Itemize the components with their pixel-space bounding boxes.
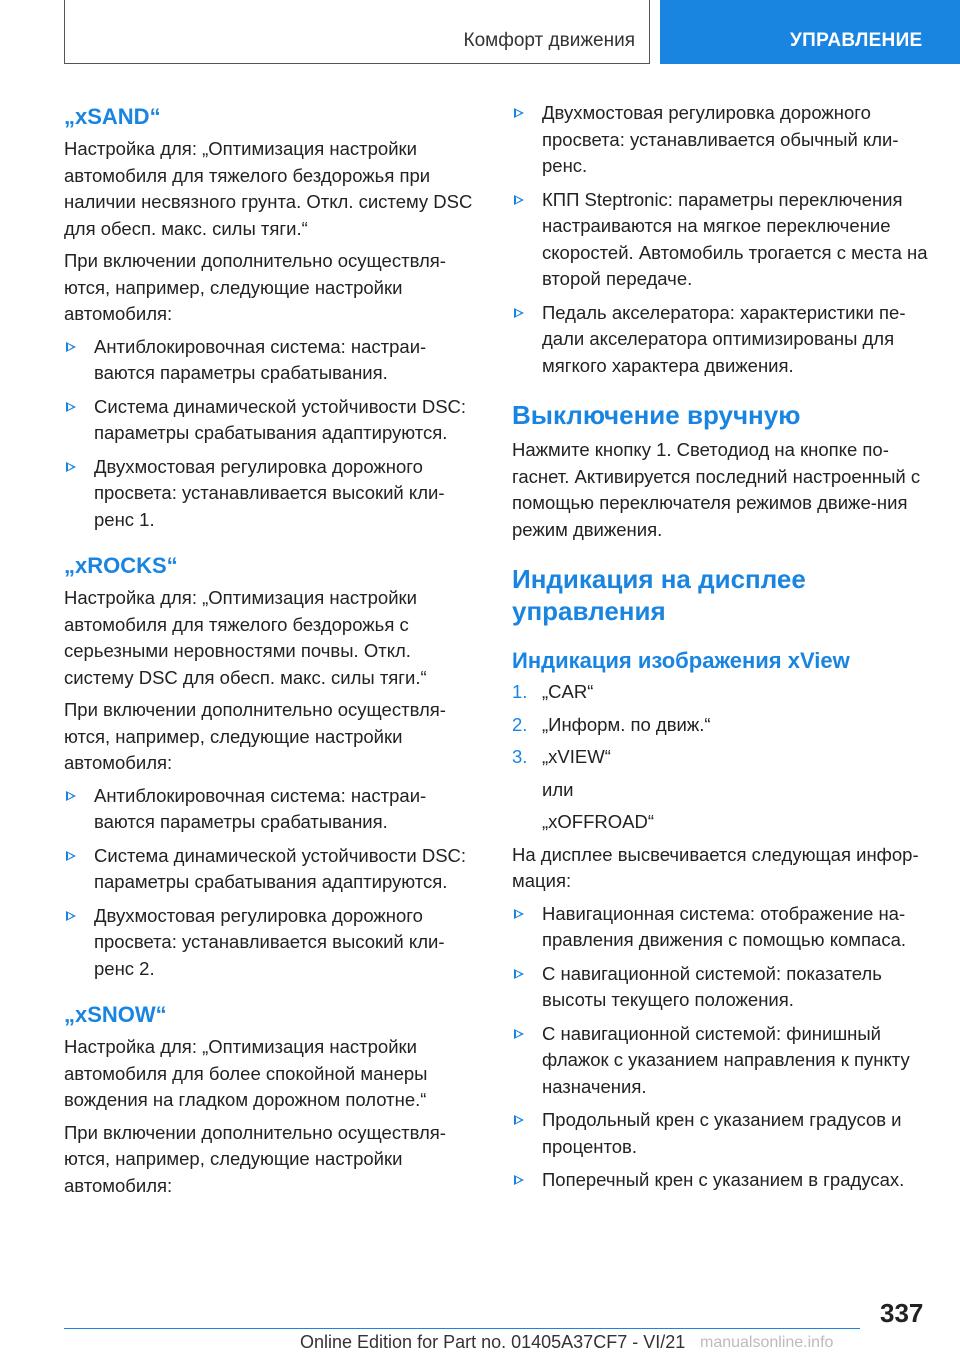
xsnow-intro: При включении дополнительно осуществля-ются, например, следующие настройки автомобиля: (64, 1121, 446, 1196)
list-item: Двухмостовая регулировка дорожного просвета: устанавливается обычный кли-ренс. (512, 100, 932, 180)
bullet-triangle-icon (66, 462, 76, 472)
list-item: Поперечный крен с указанием в градусах. (512, 1167, 932, 1194)
display-intro: На дисплее высвечивается следующая инфор-мация: (512, 843, 919, 891)
list-item: Антиблокировочная система: настраи-ваются параметры срабатывания. (64, 334, 484, 387)
bullet-triangle-icon (514, 1175, 524, 1185)
bullet-triangle-icon (514, 308, 524, 318)
xsnow-heading: „xSNOW“ (64, 1002, 167, 1027)
bullet-triangle-icon (66, 911, 76, 921)
xview-subheading: Индикация изображения xView (512, 648, 850, 673)
xrocks-description: Настройка для: „Оптимизация настройки автомобиля для тяжелого бездорожья с серьезными неровностями почвы. Откл. систему DSC для обесп. макс. силы тяги.“ (64, 587, 427, 688)
xsand-heading: „xSAND“ (64, 104, 161, 129)
list-item: Антиблокировочная система: настраи-ваются параметры срабатывания. (64, 783, 484, 836)
list-item: 2. „Информ. по движ.“ (512, 713, 711, 735)
xsnow-description: Настройка для: „Оптимизация настройки автомобиля для более спокойной манеры вождения на гладком дорожном полотне.“ (64, 1036, 428, 1110)
bullet-triangle-icon (66, 342, 76, 352)
list-item: КПП Steptronic: параметры переключения настраиваются на мягкое переключение скоростей. Автомобиль трогается с места на второй передаче. (512, 187, 932, 293)
list-item: 1. „CAR“ (512, 681, 594, 702)
list-item: Система динамической устойчивости DSC: параметры срабатывания адаптируются. (64, 394, 484, 447)
xsnow-list-continued (512, 100, 932, 379)
list-item: С навигационной системой: показатель высоты текущего положения. (512, 961, 932, 1014)
list-item: С навигационной системой: финишный флажок с указанием направления к пункту назначения. (512, 1021, 932, 1101)
xview-numbered-list (512, 679, 932, 771)
list-item: Продольный крен с указанием градусов и процентов. (512, 1107, 932, 1160)
bullet-triangle-icon (514, 969, 524, 979)
xsand-list (64, 334, 484, 534)
bullet-triangle-icon (514, 909, 524, 919)
bullet-triangle-icon (514, 1029, 524, 1039)
header-chapter-title: УПРАВЛЕНИЕ (790, 30, 923, 51)
footer-rule (64, 1328, 860, 1329)
xsand-description: Настройка для: „Оптимизация настройки автомобиля для тяжелого бездорожья при наличии несвязного грунта. Откл. систему DSC для обесп. макс. силы тяги.“ (64, 138, 473, 239)
page-number: 337 (880, 1298, 924, 1328)
xsand-intro: При включении дополнительно осуществля-ются, например, следующие настройки автомобиля: (64, 250, 446, 324)
list-item: Двухмостовая регулировка дорожного просвета: устанавливается высокий кли-ренс 2. (64, 903, 484, 983)
header-section-box (64, 0, 650, 64)
or-text: или (542, 778, 574, 800)
xoffroad-text: „xOFFROAD“ (542, 811, 655, 832)
watermark: manualsonline.info (700, 1334, 834, 1351)
bullet-triangle-icon (514, 1115, 524, 1125)
header-section-title: Комфорт движения (463, 30, 635, 51)
bullet-triangle-icon (66, 791, 76, 801)
xrocks-intro: При включении дополнительно осуществля-ются, например, следующие настройки автомобиля: (64, 699, 446, 773)
bullet-triangle-icon (514, 108, 524, 118)
list-item: Система динамической устойчивости DSC: параметры срабатывания адаптируются. (64, 843, 484, 896)
list-item: Навигационная система: отображение на-правления движения с помощью компаса. (512, 901, 932, 954)
footer-edition: Online Edition for Part no. 01405A37CF7 - VI/21 (300, 1332, 686, 1352)
display-heading: Индикация на дисплее управления (512, 564, 806, 626)
xrocks-heading: „xROCKS“ (64, 553, 178, 578)
list-item: 3. „xVIEW“ (512, 746, 611, 767)
manual-off-text: Нажмите кнопку 1. Светодиод на кнопке по-гаснет. Активируется последний настроенный с помощью переключателя режимов движе-ния режим движения. (512, 439, 921, 540)
list-item: Двухмостовая регулировка дорожного просвета: устанавливается высокий кли-ренс 1. (64, 454, 484, 534)
bullet-triangle-icon (66, 851, 76, 861)
left-column (64, 100, 484, 1205)
right-column (512, 100, 932, 1201)
manual-off-heading: Выключение вручную (512, 400, 801, 430)
bullet-triangle-icon (66, 402, 76, 412)
xrocks-list (64, 783, 484, 983)
bullet-triangle-icon (514, 195, 524, 205)
display-info-list (512, 901, 932, 1194)
list-item: Педаль акселератора: характеристики пе-дали акселератора оптимизированы для мягкого характера движения. (512, 300, 932, 380)
header-chapter-tab (660, 0, 960, 64)
